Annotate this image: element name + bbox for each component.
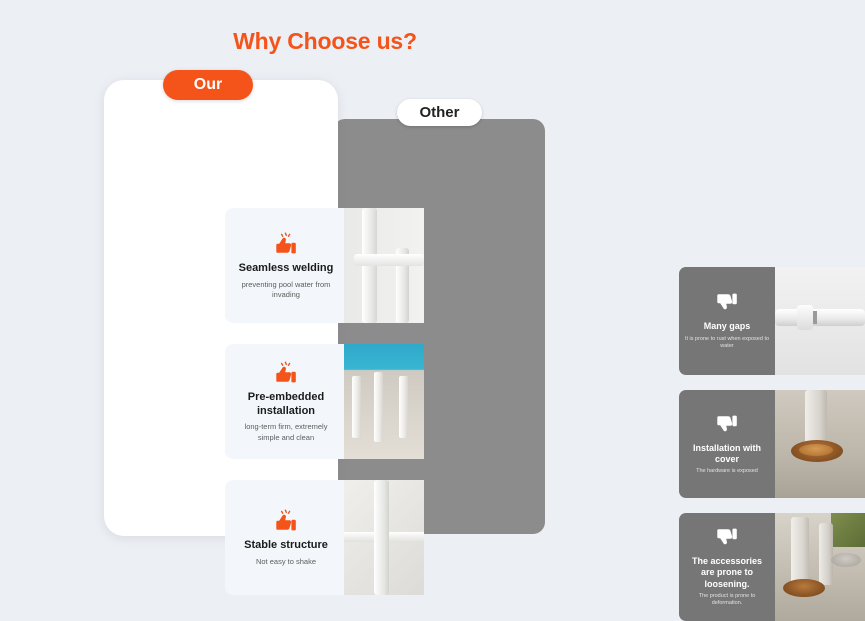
thumbs-up-icon	[273, 230, 299, 256]
other-card-1-subtext: It is prone to rust when exposed to water	[684, 335, 770, 350]
our-card-2-subtext: long-term firm, extremely simple and clean	[244, 422, 328, 443]
our-card-2-heading: Pre-embedded installation	[247, 390, 325, 417]
our-card-2	[225, 344, 424, 459]
other-badge: Other	[397, 99, 482, 126]
our-badge: Our	[163, 70, 253, 100]
our-card-3-text	[225, 480, 347, 595]
other-card-2	[679, 390, 865, 498]
our-panel	[104, 80, 338, 566]
other-card-3-heading: The accessories are prone to loosening.	[691, 556, 763, 589]
other-card-1-heading: Many gaps	[703, 321, 751, 332]
thumbs-down-icon	[714, 413, 740, 439]
our-card-3	[225, 480, 424, 595]
other-card-2-heading: Installation with cover	[692, 442, 761, 464]
other-card-2-text	[679, 390, 775, 498]
our-card-3-photo	[344, 480, 424, 595]
our-card-3-heading: Stable structure	[244, 539, 328, 552]
our-card-1	[225, 208, 424, 323]
thumbs-down-icon	[714, 291, 740, 317]
other-card-1-text	[679, 267, 775, 375]
thumbs-up-icon	[273, 359, 299, 385]
thumbs-up-icon	[273, 507, 299, 533]
other-card-2-subtext: The hardware is exposed	[696, 468, 758, 475]
other-card-1-photo	[775, 267, 865, 375]
our-card-2-photo	[344, 344, 424, 459]
other-card-1	[679, 267, 865, 375]
other-card-3-text	[679, 513, 775, 621]
other-card-2-photo	[775, 390, 865, 498]
page-title: Why Choose us?	[233, 28, 417, 54]
other-card-3-photo	[775, 513, 865, 621]
our-card-1-photo	[344, 208, 424, 323]
other-panel	[333, 119, 770, 607]
our-card-1-heading: Seamless welding	[238, 261, 334, 274]
thumbs-down-icon	[714, 526, 740, 552]
other-card-3	[679, 513, 865, 621]
our-card-1-text	[225, 208, 347, 323]
our-card-2-text	[225, 344, 347, 459]
other-card-3-subtext: The product is prone to deformation.	[698, 592, 756, 607]
our-card-1-subtext: preventing pool water from invading	[241, 279, 331, 300]
our-card-3-subtext: Not easy to shake	[255, 556, 317, 566]
